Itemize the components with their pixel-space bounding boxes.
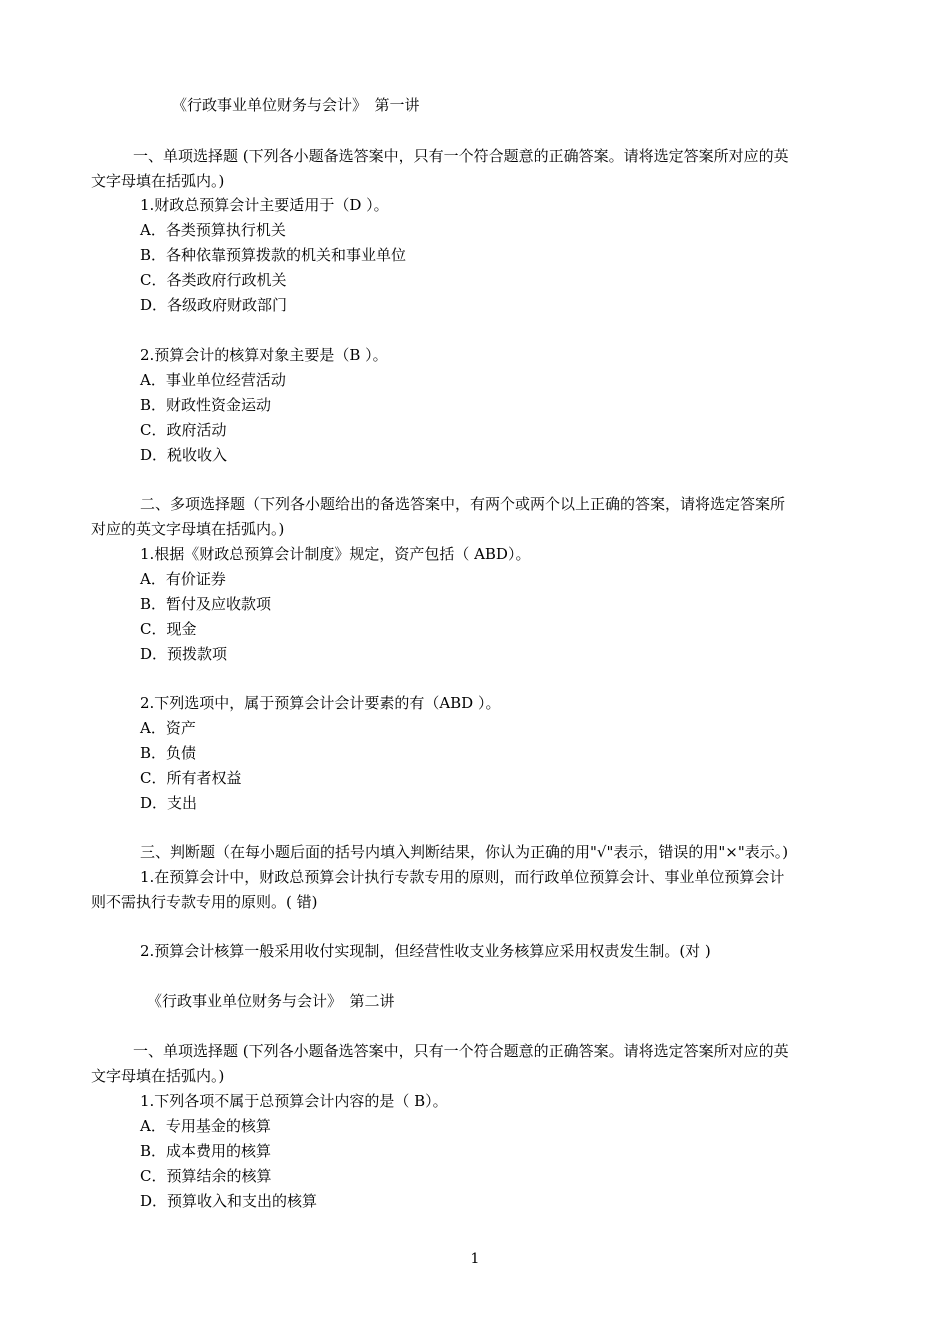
option: C．所有者权益 — [140, 769, 242, 787]
option: B．各种依靠预算拨款的机关和事业单位 — [140, 246, 407, 264]
question-stem: 1.财政总预算会计主要适用于（D ）。 — [140, 196, 389, 214]
option: A．有价证券 — [140, 570, 226, 588]
option: A．各类预算执行机关 — [140, 221, 286, 239]
option: A．资产 — [140, 719, 196, 737]
option: C．预算结余的核算 — [140, 1167, 272, 1185]
true-false-question-cont: 则不需执行专款专用的原则。( 错) — [91, 893, 318, 911]
lecture2-title: 《行政事业单位财务与会计》 第二讲 — [147, 992, 395, 1010]
multiple-choice-heading-cont: 对应的英文字母填在括弧内。) — [91, 520, 285, 538]
single-choice-heading: 一、单项选择题 (下列各小题备选答案中，只有一个符合题意的正确答案。请将选定答案所对应的英 — [133, 147, 789, 165]
option: D．各级政府财政部门 — [140, 296, 288, 314]
option: C．政府活动 — [140, 421, 227, 439]
option: A．专用基金的核算 — [140, 1117, 271, 1135]
option: B．暂付及应收款项 — [140, 595, 272, 613]
option: A．事业单位经营活动 — [140, 371, 286, 389]
option: D．预算收入和支出的核算 — [140, 1192, 318, 1210]
multiple-choice-heading: 二、多项选择题（下列各小题给出的备选答案中，有两个或两个以上正确的答案，请将选定答案所 — [140, 495, 786, 513]
option: D．税收收入 — [140, 446, 228, 464]
option: D．预拨款项 — [140, 645, 228, 663]
single-choice-heading-cont: 文字母填在括弧内。) — [91, 1067, 225, 1085]
true-false-heading: 三、判断题（在每小题后面的括号内填入判断结果，你认为正确的用"√"表示，错误的用"×"表示。) — [140, 843, 789, 861]
option: B．成本费用的核算 — [140, 1142, 272, 1160]
true-false-question: 1.在预算会计中，财政总预算会计执行专款专用的原则，而行政单位预算会计、事业单位预算会计 — [140, 868, 785, 886]
question-stem: 1.下列各项不属于总预算会计内容的是（ B）。 — [140, 1092, 448, 1110]
true-false-question: 2.预算会计核算一般采用收付实现制，但经营性收支业务核算应采用权责发生制。(对 ) — [140, 942, 711, 960]
single-choice-heading-cont: 文字母填在括弧内。) — [91, 172, 225, 190]
question-stem: 2.下列选项中，属于预算会计会计要素的有（ABD ）。 — [140, 694, 501, 712]
lecture1-title: 《行政事业单位财务与会计》 第一讲 — [172, 96, 420, 114]
option: D．支出 — [140, 794, 198, 812]
option: B．负债 — [140, 744, 197, 762]
question-stem: 2.预算会计的核算对象主要是（B ）。 — [140, 346, 388, 364]
option: B．财政性资金运动 — [140, 396, 272, 414]
page-number: 1 — [470, 1251, 480, 1267]
single-choice-heading: 一、单项选择题 (下列各小题备选答案中，只有一个符合题意的正确答案。请将选定答案所对应的英 — [133, 1042, 789, 1060]
option: C．现金 — [140, 620, 197, 638]
question-stem: 1.根据《财政总预算会计制度》规定，资产包括（ ABD）。 — [140, 545, 531, 563]
option: C．各类政府行政机关 — [140, 271, 287, 289]
